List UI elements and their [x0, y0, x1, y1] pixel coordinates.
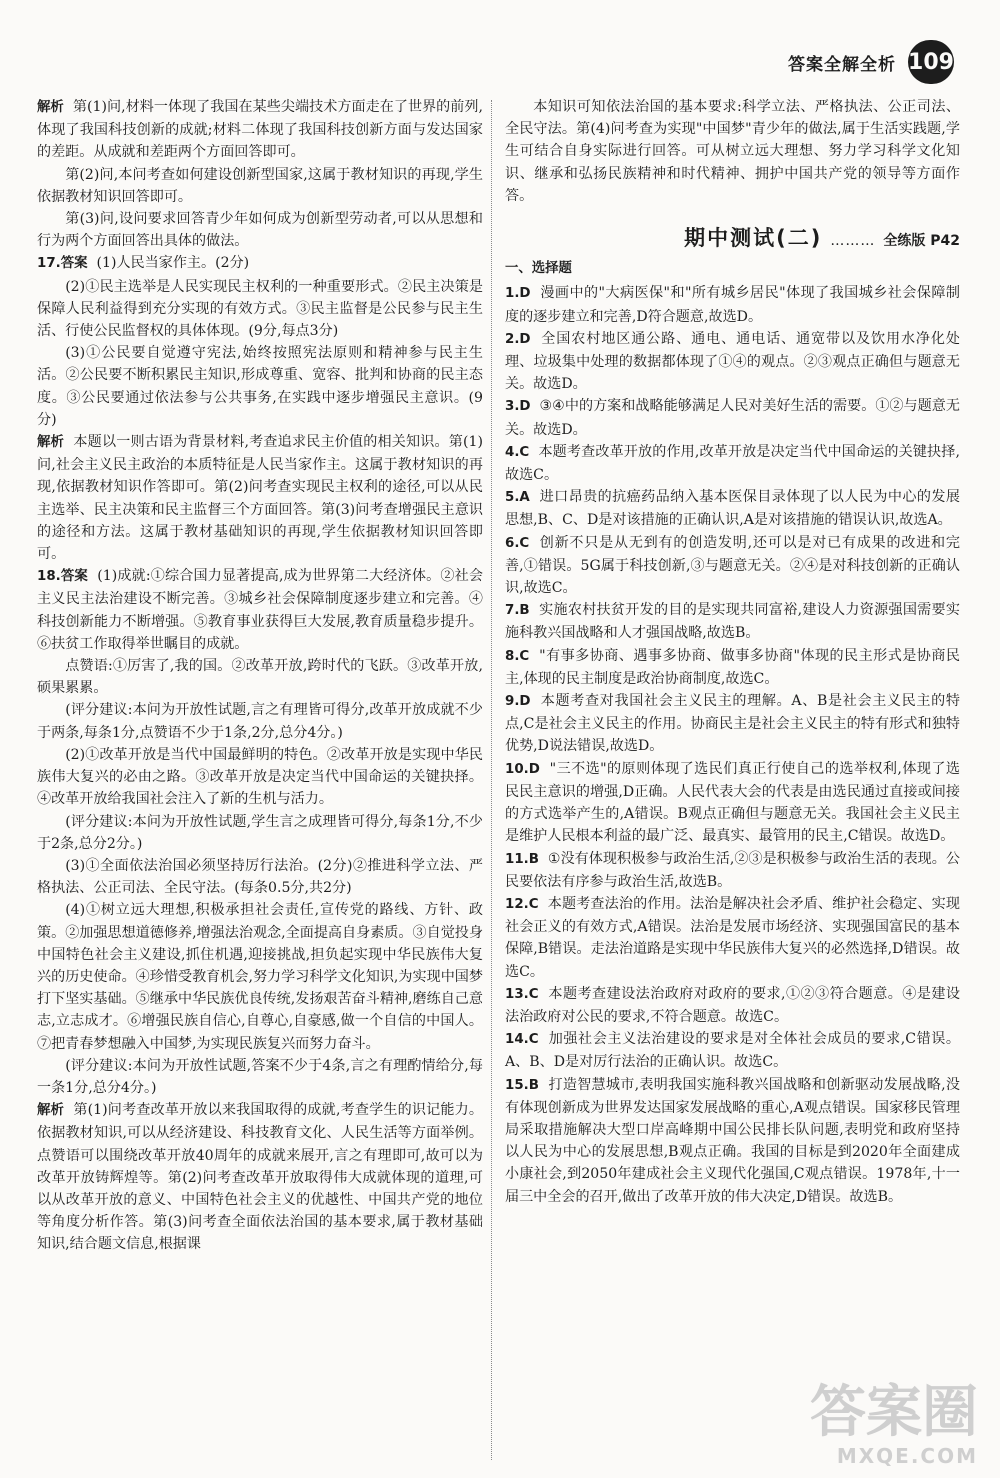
answer-item: 8.C "有事多协商、遇事多协商、做事多协商"体现的民主形式是协商民主,体现的民主制度是政治协商制度,故选C。	[505, 647, 960, 687]
analysis-17: 解析 本题以一则古语为背景材料,考查追求民主价值的相关知识。第(1)问,社会主义民主政治的本质特征是人民当家作主。这属于教材知识的再现,依据教材知识作答即可。第(2)问考查实现民主权利的途径,可以从民主选举、民主决策和民主监督三个方面回答。第(3)问考查增强民主意识的途径和方法。这属于教材基础知识的再现,学生依据教材知识回答即可。	[37, 434, 484, 563]
site-watermark	[728, 1382, 978, 1470]
answer-list	[505, 282, 960, 1207]
answer-item: 2.D 全国农村地区通公路、通电、通电话、通宽带以及饮用水净化处理、垃圾集中处理的数据都体现了①④的观点。②③观点正确但与题意无关。故选D。	[505, 330, 960, 393]
analysis-continuation: 本知识可知依法治国的基本要求:科学立法、严格执法、公正司法、全民守法。第(4)问考查为实现"中国梦"青少年的做法,属于生活实践题,学生可结合自身实际进行回答。可从树立远大理想、努力学习科学文化知识、继承和弘扬民族精神和时代精神、拥护中国共产党的领导等方面作答。	[505, 99, 960, 204]
answer-18: 18.答案 (1)成就:①综合国力显著提高,成为世界第二大经济体。②社会主义民主法治建设不断完善。③城乡社会保障制度逐步建立和完善。④科技创新能力不断增强。⑤教育事业获得巨大发展,教育质量稳步提升。⑥扶贫工作取得举世瞩目的成就。	[37, 568, 483, 652]
left-column	[37, 96, 483, 1256]
answer-paragraph: (3)①公民要自觉遵守宪法,始终按照宪法原则和精神参与民主生活。②公民要不断积累民主知识,形成尊重、宽容、批判和协商的民主态度。③公民要通过依法参与公共事务,在实践中逐步增强民主意识。(9分)	[37, 345, 483, 428]
answer-item: 14.C 加强社会主义法治建设的要求是对全体社会成员的要求,C错误。A、B、D是对厉行法治的正确认识。故选C。	[505, 1031, 961, 1071]
scoring-note: (评分建议:本问为开放性试题,学生言之成理皆可得分,每条1分,不少于2条,总分2分。)	[37, 813, 483, 852]
answer-item: 3.D ③④中的方案和战略能够满足人民对美好生活的需要。①②与题意无关。故选D。	[505, 398, 960, 438]
answer-item: 13.C 本题考查建设法治政府对政府的要求,①②③符合题意。④是建设法治政府对公民的要求,不符合题意。故选C。	[505, 985, 960, 1025]
analysis-paragraph: 第(3)问,设问要求回答青少年如何成为创新型劳动者,可以从思想和行为两个方面回答出具体的做法。	[37, 211, 483, 250]
answer-paragraph: 点赞语:①厉害了,我的国。②改革开放,跨时代的飞跃。③改革开放,硕果累累。	[37, 658, 483, 697]
section-leader-dots: ………	[830, 233, 876, 250]
answer-item: 5.A 进口昂贵的抗癌药品纳入基本医保目录体现了以人民为中心的发展思想,B、C、D是对该措施的正确认识,A是对该措施的错误认识,故选A。	[505, 489, 960, 529]
answer-item: 4.C 本题考查改革开放的作用,改革开放是决定当代中国命运的关键抉择,故选C。	[505, 443, 960, 484]
answer-item: 7.B 实施农村扶贫开发的目的是实现共同富裕,建设人力资源强国需要实施科教兴国战略和人才强国战略,故选B。	[505, 602, 960, 642]
answer-item: 9.D 本题考查对我国社会主义民主的理解。A、B是社会主义民主的特点,C是社会主义民主的作用。协商民主是社会主义民主的特有形式和独特优势,D说法错误,故选D。	[505, 693, 960, 755]
answer-paragraph: (4)①树立远大理想,积极承担社会责任,宣传党的路线、方针、政策。②加强思想道德修养,增强法治观念,全面提高自身素质。③自觉投身中国特色社会主义建设,抓住机遇,迎接挑战,担负起实现中华民族伟大复兴的历史使命。④珍惜受教育机会,努力学习科学文化知识,为实现中国梦打下坚实基础。⑤继承中华民族优良传统,发扬艰苦奋斗精神,磨练自己意志,立志成才。⑥增强民族自信心,自尊心,自豪感,做一个自信的中国人。⑦把青春梦想融入中国梦,为实现民族复兴而努力奋斗。	[37, 902, 483, 1052]
answer-item: 11.B ①没有体现积极参与政治生活,②③是积极参与政治生活的表现。公民要依法有序参与政治生活,故选B。	[505, 850, 960, 890]
section-header	[505, 227, 960, 252]
answer-item: 15.B 打造智慧城市,表明我国实施科教兴国战略和创新驱动发展战略,没有体现创新成为世界发达国家发展战略的重心,A观点错误。国家移民管理局采取措施解决大型口岸高峰期中国公民排长队问题,表明党和政府坚持以人民为中心的发展思想,B观点正确。我国的目标是到2020年全面建成小康社会,到2050年建成社会主义现代化强国,C观点错误。1978年,十一届三中全会的召开,做出了改革开放的伟大决定,D错误。故选B。	[505, 1076, 960, 1205]
subsection-heading: 一、选择题	[505, 261, 572, 277]
answer-17: 17.答案 (1)人民当家作主。(2分)	[37, 255, 250, 272]
analysis-18: 解析 第(1)问考查改革开放以来我国取得的成就,考查学生的识记能力。依据教材知识,可以从经济建设、科技教育文化、人民生活等方面举例。点赞语可以围绕改革开放40周年的成就来展开,言之有理即可,故可以为改革开放铸辉煌等。第(2)问考查改革开放取得伟大成就体现的道理,可以从改革开放的意义、中国特色社会主义的优越性、中国共产党的地位等角度分析作答。第(3)问考查全面依法治国的基本要求,属于教材基础知识,结合题文信息,根据课	[37, 1102, 484, 1253]
header-title: 答案全解全析	[788, 54, 896, 75]
column-divider	[491, 100, 492, 1460]
analysis-paragraph: 解析 第(1)问,材料一体现了我国在某些尖端技术方面走在了世界的前列,体现了我国科技创新的成就;材料二体现了我国科技创新方面与发达国家的差距。从成就和差距两个方面回答即可。	[37, 99, 484, 161]
scoring-note: (评分建议:本问为开放性试题,答案不少于4条,言之有理酌情给分,每一条1分,总分4分。)	[37, 1057, 483, 1096]
watermark-url: MXQE.COM	[836, 1444, 978, 1468]
answer-item: 1.D 漫画中的"大病医保"和"所有城乡居民"体现了我国城乡社会保障制度的逐步建立和完善,D符合题意,故选D。	[505, 285, 960, 325]
scoring-note: (评分建议:本问为开放性试题,言之有理皆可得分,改革开放成就不少于两条,每条1分,点赞语不少于1条,2分,总分4分。)	[37, 702, 483, 741]
answer-item: 12.C 本题考查法治的作用。法治是解决社会矛盾、维护社会稳定、实现社会正义的有效方式,A错误。法治是发展市场经济、实现强国富民的基本保障,B错误。走法治道路是实现中华民族伟大复兴的必然选择,D错误。故选C。	[505, 895, 960, 980]
right-column	[505, 96, 960, 1208]
analysis-paragraph: 第(2)问,本问考查如何建设创新型国家,这属于教材知识的再现,学生依据教材知识回答即可。	[37, 166, 483, 205]
answer-item: 10.D "三不选"的原则体现了选民们真正行使自己的选举权利,体现了选民民主意识的增强,D正确。人民代表大会的代表是由选民通过直接或间接的方式选举产生的,A错误。B观点正确但与题意无关。我国社会主义民主是维护人民根本利益的最广泛、最真实、最管用的民主,C错误。故选D。	[505, 760, 960, 845]
answer-paragraph: (2)①民主选举是人民实现民主权利的一种重要形式。②民主决策是保障人民利益得到充分实现的有效方式。③民主监督是公民参与民主生活、行使公民监督权的具体体现。(9分,每点3分)	[37, 278, 483, 340]
section-page-ref: 全练版 P42	[883, 233, 960, 250]
answer-paragraph: (3)①全面依法治国必须坚持厉行法治。(2分)②推进科学立法、严格执法、公正司法、全民守法。(每条0.5分,共2分)	[37, 857, 483, 897]
page-number-badge: 109	[908, 40, 954, 84]
watermark-logo-text: 答案圈	[810, 1380, 978, 1445]
answer-item: 6.C 创新不只是从无到有的创造发明,还可以是对已有成果的改进和完善,①错误。5G属于科技创新,③与题意无关。②④是对科技创新的正确认识,故选C。	[505, 534, 960, 597]
answer-paragraph: (2)①改革开放是当代中国最鲜明的特色。②改革开放是实现中华民族伟大复兴的必由之路。③改革开放是决定当代中国命运的关键抉择。④改革开放给我国社会注入了新的生机与活力。	[37, 746, 483, 808]
page-header	[788, 40, 954, 84]
section-title: 期中测试(二)	[684, 226, 823, 251]
